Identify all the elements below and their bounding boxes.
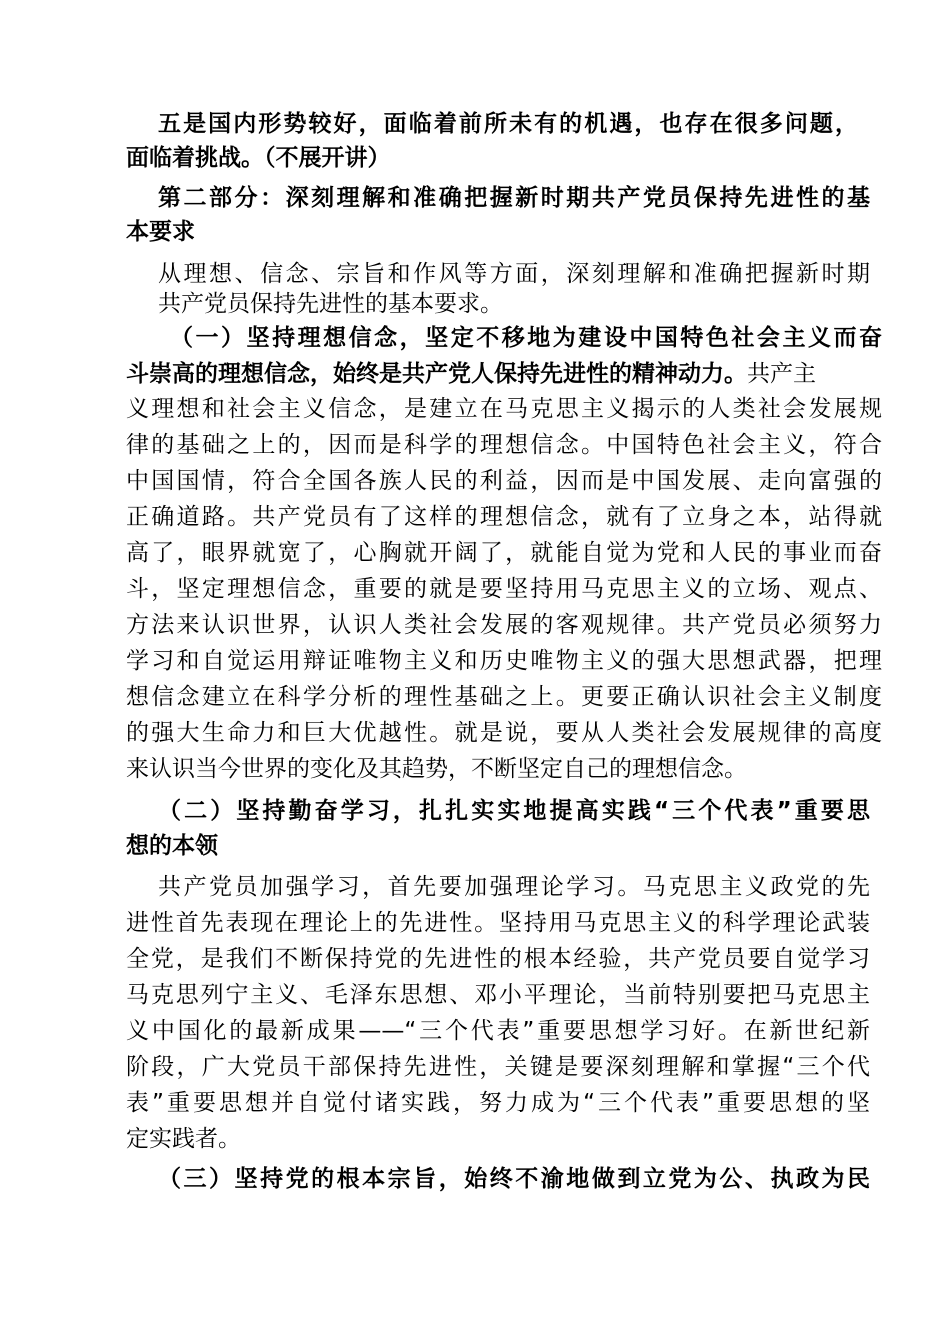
section-heading <box>158 182 870 214</box>
line-text: 进性首先表现在理论上的先进性。坚持用马克思主义的科学理论武装 <box>126 910 870 936</box>
line-text: 的强大生命力和巨大优越性。就是说，要从人类社会发展规律的高度 <box>126 720 882 746</box>
line-text: 共产党员保持先进性的基本要求。 <box>158 291 503 317</box>
subsection-heading <box>158 795 870 827</box>
line-text: 定实践者。 <box>126 1126 241 1152</box>
text-line <box>126 979 870 1011</box>
text-line <box>158 871 870 903</box>
line-text: 律的基础之上的，因而是科学的理想信念。中国特色社会主义，符合 <box>126 432 882 458</box>
line-text: 正确道路。共产党员有了这样的理想信念，就有了立身之本，站得就 <box>126 504 882 530</box>
line-text: 想信念建立在科学分析的理性基础之上。更要正确认识社会主义制度 <box>126 684 882 710</box>
text-line <box>126 681 882 713</box>
text-line <box>126 943 870 975</box>
text-line <box>126 537 882 569</box>
text-line <box>126 1123 241 1155</box>
line-text: 义理想和社会主义信念，是建立在马克思主义揭示的人类社会发展规 <box>126 396 882 422</box>
section-heading <box>126 216 195 248</box>
text-line <box>126 465 882 497</box>
line-text: 中国国情，符合全国各族人民的利益，因而是中国发展、走向富强的 <box>126 468 882 494</box>
line-text: 斗，坚定理想信念，重要的就是要坚持用马克思主义的立场、观点、 <box>126 576 882 602</box>
line-text: （二）坚持勤奋学习，扎扎实实地提高实践“三个代表”重要思 <box>158 798 870 824</box>
text-line <box>126 573 882 605</box>
line-text: 从理想、信念、宗旨和作风等方面，深刻理解和准确把握新时期 <box>158 261 870 287</box>
line-text: 全党，是我们不断保持党的先进性的根本经验，共产党员要自觉学习 <box>126 946 870 972</box>
subsection-heading <box>170 322 882 354</box>
line-text: （三）坚持党的根本宗旨，始终不渝地做到立党为公、执政为民 <box>158 1166 870 1192</box>
text-line <box>126 142 391 174</box>
line-text: 马克思列宁主义、毛泽东思想、邓小平理论，当前特别要把马克思主 <box>126 982 870 1008</box>
subsection-heading <box>126 830 218 862</box>
text-line <box>126 645 882 677</box>
text-line <box>158 258 870 290</box>
line-text: 方法来认识世界，认识人类社会发展的客观规律。共产党员必须努力 <box>126 612 882 638</box>
line-text: 斗崇高的理想信念，始终是共产党人保持先进性的精神动力。 <box>126 361 747 387</box>
line-text: 共产党员加强学习，首先要加强理论学习。马克思主义政党的先 <box>158 874 870 900</box>
line-text: 阶段，广大党员干部保持先进性，关键是要深刻理解和掌握“三个代 <box>126 1054 870 1080</box>
line-text: （一）坚持理想信念，坚定不移地为建设中国特色社会主义而奋 <box>170 325 882 351</box>
line-text: 五是国内形势较好，面临着前所未有的机遇，也存在很多问题， <box>158 111 858 137</box>
text-line <box>126 1015 870 1047</box>
line-text: 共产主 <box>747 361 816 387</box>
line-text: 本要求 <box>126 219 195 245</box>
text-line <box>158 108 858 140</box>
subsection-heading <box>158 1163 870 1195</box>
line-text: 表”重要思想并自觉付诸实践，努力成为“三个代表”重要思想的坚 <box>126 1090 870 1116</box>
line-text: 面临着挑战。（不展开讲） <box>126 145 391 171</box>
text-line <box>126 429 882 461</box>
text-line <box>126 501 882 533</box>
text-line <box>126 907 870 939</box>
line-text: 义中国化的最新成果——“三个代表”重要思想学习好。在新世纪新 <box>126 1018 870 1044</box>
text-line <box>158 288 503 320</box>
text-line <box>126 1051 870 1083</box>
line-text: 想的本领 <box>126 833 218 859</box>
text-line <box>126 1087 870 1119</box>
line-text: 来认识当今世界的变化及其趋势，不断坚定自己的理想信念。 <box>126 756 747 782</box>
line-text: 学习和自觉运用辩证唯物主义和历史唯物主义的强大思想武器，把理 <box>126 648 882 674</box>
text-line <box>126 717 882 749</box>
text-line <box>126 753 747 785</box>
text-line <box>126 609 882 641</box>
line-text: 第二部分：深刻理解和准确把握新时期共产党员保持先进性的基 <box>158 185 870 211</box>
text-line <box>126 358 816 390</box>
text-line <box>126 393 882 425</box>
line-text: 高了，眼界就宽了，心胸就开阔了，就能自觉为党和人民的事业而奋 <box>126 540 882 566</box>
